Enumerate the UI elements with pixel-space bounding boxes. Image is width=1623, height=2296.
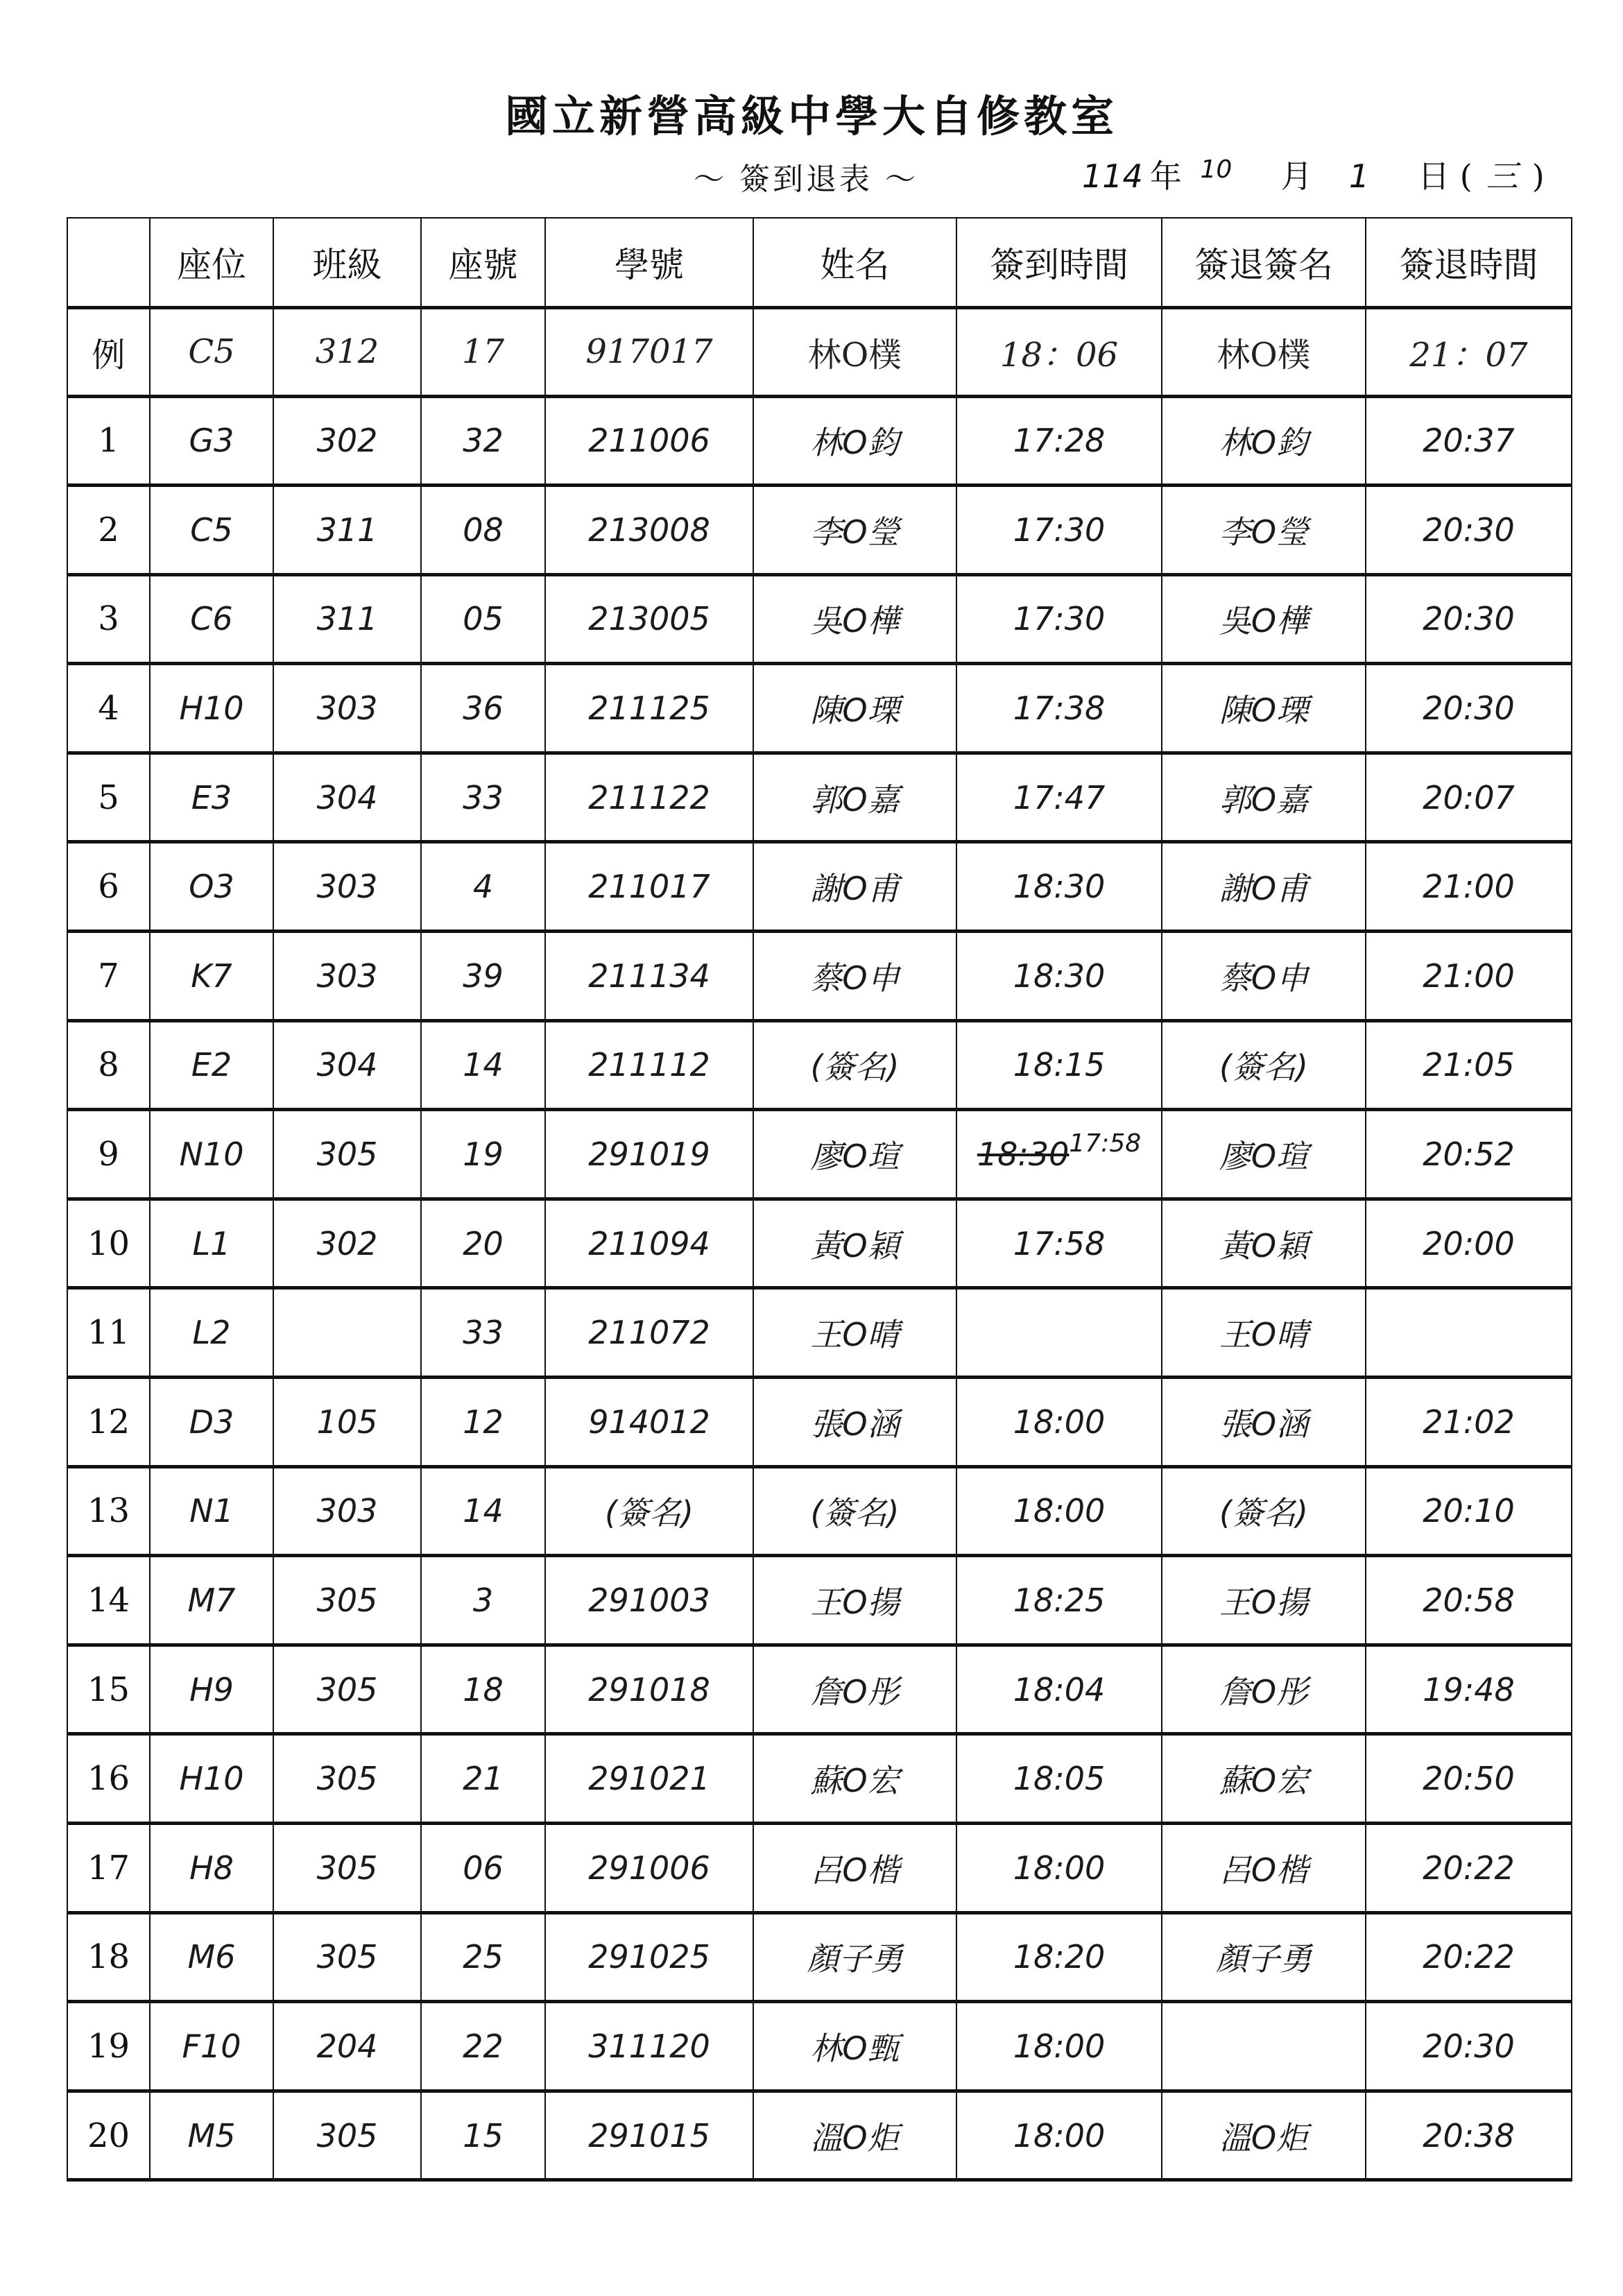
table-row bbox=[67, 1378, 1572, 1467]
table-row bbox=[67, 1288, 1572, 1378]
col-header-index bbox=[67, 218, 150, 307]
table-row bbox=[67, 1466, 1572, 1556]
cell-sign-in-time: 18:04 bbox=[956, 1645, 1162, 1734]
header-row bbox=[67, 218, 1572, 307]
cell-student-id: 211006 bbox=[545, 396, 753, 486]
cell-sign-out-time: 20:07 bbox=[1366, 753, 1572, 842]
cell-name: 蘇O宏 bbox=[753, 1734, 956, 1824]
date-month-label: 月 bbox=[1280, 157, 1313, 195]
cell-sign-out-time: 21:05 bbox=[1366, 1020, 1572, 1110]
cell-name: 李O瑩 bbox=[753, 486, 956, 575]
cell-name: 廖O瑄 bbox=[753, 1110, 956, 1199]
table-row bbox=[67, 1556, 1572, 1645]
document-subtitle: ～ 簽到退表 ～ bbox=[694, 162, 918, 197]
cell-seat-no: 3 bbox=[421, 1556, 545, 1645]
cell-sign-out-signature: 蘇O宏 bbox=[1162, 1734, 1366, 1824]
cell-seat-no: 06 bbox=[421, 1824, 545, 1913]
cell-student-id: 211112 bbox=[545, 1020, 753, 1110]
cell-sign-out-signature: 顏子勇 bbox=[1162, 1912, 1366, 2002]
cell-seat-no: 21 bbox=[421, 1734, 545, 1824]
cell-sign-out-signature: 張O涵 bbox=[1162, 1378, 1366, 1467]
cell-sign-in-time bbox=[956, 1110, 1162, 1199]
table-row bbox=[67, 2091, 1572, 2180]
date-line bbox=[1082, 151, 1545, 197]
row-number: 7 bbox=[67, 932, 150, 1021]
table-row bbox=[67, 486, 1572, 575]
table-row bbox=[67, 1824, 1572, 1913]
cell-student-id: 917017 bbox=[545, 307, 753, 396]
cell-sign-out-time: 21:00 bbox=[1366, 932, 1572, 1021]
cell-seat: C5 bbox=[150, 307, 273, 396]
cell-sign-in-time: 18:05 bbox=[956, 1734, 1162, 1824]
cell-student-id: 311120 bbox=[545, 2002, 753, 2091]
cell-seat-no: 05 bbox=[421, 574, 545, 664]
cell-seat-no: 4 bbox=[421, 842, 545, 932]
cell-sign-out-time: 20:52 bbox=[1366, 1110, 1572, 1199]
cell-sign-in-time: 18:25 bbox=[956, 1556, 1162, 1645]
cell-student-id: 211017 bbox=[545, 842, 753, 932]
cell-sign-in-time: 18:20 bbox=[956, 1912, 1162, 2002]
cell-name: 詹O彤 bbox=[753, 1645, 956, 1734]
cell-student-id: 291003 bbox=[545, 1556, 753, 1645]
cell-class: 305 bbox=[273, 2091, 421, 2180]
cell-name: 王O揚 bbox=[753, 1556, 956, 1645]
cell-sign-out-time: 20:50 bbox=[1366, 1734, 1572, 1824]
date-year: 114 bbox=[1082, 157, 1143, 195]
example-label: 例 bbox=[67, 307, 150, 396]
cell-seat-no: 33 bbox=[421, 753, 545, 842]
cell-student-id: 211094 bbox=[545, 1199, 753, 1288]
cell-seat: O3 bbox=[150, 842, 273, 932]
cell-class: 305 bbox=[273, 1912, 421, 2002]
cell-sign-out-signature: 郭O嘉 bbox=[1162, 753, 1366, 842]
cell-class: 311 bbox=[273, 574, 421, 664]
cell-name: 吳O樺 bbox=[753, 574, 956, 664]
cell-sign-out-time: 21:00 bbox=[1366, 842, 1572, 932]
table-row bbox=[67, 1912, 1572, 2002]
cell-name: 林O鈞 bbox=[753, 396, 956, 486]
cell-sign-out-time: 21：07 bbox=[1366, 307, 1572, 396]
table-row bbox=[67, 1734, 1572, 1824]
cell-seat: D3 bbox=[150, 1378, 273, 1467]
row-number: 5 bbox=[67, 753, 150, 842]
col-header-seat: 座位 bbox=[150, 218, 273, 307]
cell-sign-out-time: 19:48 bbox=[1366, 1645, 1572, 1734]
cell-sign-out-signature bbox=[1162, 2002, 1366, 2091]
col-header-sign-in-time: 簽到時間 bbox=[956, 218, 1162, 307]
row-number: 10 bbox=[67, 1199, 150, 1288]
cell-name: 蔡O申 bbox=[753, 932, 956, 1021]
row-number: 17 bbox=[67, 1824, 150, 1913]
cell-sign-out-signature: (簽名) bbox=[1162, 1466, 1366, 1556]
col-header-student-id: 學號 bbox=[545, 218, 753, 307]
row-number: 3 bbox=[67, 574, 150, 664]
cell-class: 302 bbox=[273, 1199, 421, 1288]
document-title: 國立新營高級中學大自修教室 bbox=[504, 91, 1118, 142]
table-row bbox=[67, 2002, 1572, 2091]
col-header-seat-no: 座號 bbox=[421, 218, 545, 307]
cell-student-id: 291021 bbox=[545, 1734, 753, 1824]
col-header-sign-out-time: 簽退時間 bbox=[1366, 218, 1572, 307]
cell-sign-out-time: 20:30 bbox=[1366, 486, 1572, 575]
cell-class: 304 bbox=[273, 753, 421, 842]
sign-in-table bbox=[67, 217, 1572, 2182]
cell-sign-out-signature: 謝O甫 bbox=[1162, 842, 1366, 932]
cell-student-id: 291019 bbox=[545, 1110, 753, 1199]
cell-name: 林O樸 bbox=[753, 307, 956, 396]
cell-seat-no: 17 bbox=[421, 307, 545, 396]
cell-seat-no: 39 bbox=[421, 932, 545, 1021]
cell-student-id: 211134 bbox=[545, 932, 753, 1021]
cell-sign-out-time: 20:10 bbox=[1366, 1466, 1572, 1556]
cell-sign-in-time: 18:00 bbox=[956, 1824, 1162, 1913]
cell-sign-in-time: 18:30 bbox=[956, 842, 1162, 932]
cell-seat: H10 bbox=[150, 664, 273, 753]
cell-seat: C5 bbox=[150, 486, 273, 575]
cell-seat: F10 bbox=[150, 2002, 273, 2091]
cell-sign-out-signature: 李O瑩 bbox=[1162, 486, 1366, 575]
date-day: 1 bbox=[1348, 157, 1370, 195]
cell-seat: M7 bbox=[150, 1556, 273, 1645]
cell-class: 305 bbox=[273, 1645, 421, 1734]
cell-seat-no: 15 bbox=[421, 2091, 545, 2180]
cell-sign-out-time: 20:22 bbox=[1366, 1912, 1572, 2002]
cell-sign-out-signature: 呂O楷 bbox=[1162, 1824, 1366, 1913]
cell-sign-out-signature: 王O晴 bbox=[1162, 1288, 1366, 1378]
cell-sign-out-time: 20:22 bbox=[1366, 1824, 1572, 1913]
cell-seat: N10 bbox=[150, 1110, 273, 1199]
cell-sign-out-signature: (簽名) bbox=[1162, 1020, 1366, 1110]
cell-name: 溫O炬 bbox=[753, 2091, 956, 2180]
row-number: 9 bbox=[67, 1110, 150, 1199]
cell-sign-in-time: 17:30 bbox=[956, 486, 1162, 575]
cell-sign-out-time: 20:30 bbox=[1366, 574, 1572, 664]
cell-seat: C6 bbox=[150, 574, 273, 664]
cell-sign-out-signature: 蔡O申 bbox=[1162, 932, 1366, 1021]
cell-seat-no: 12 bbox=[421, 1378, 545, 1467]
cell-seat-no: 14 bbox=[421, 1466, 545, 1556]
cell-class: 303 bbox=[273, 1466, 421, 1556]
date-month: 10 bbox=[1200, 155, 1233, 184]
cell-sign-out-signature: 吳O樺 bbox=[1162, 574, 1366, 664]
cell-student-id: 211125 bbox=[545, 664, 753, 753]
date-weekday: 三 bbox=[1486, 157, 1518, 195]
row-number: 19 bbox=[67, 2002, 150, 2091]
cell-class: 105 bbox=[273, 1378, 421, 1467]
table-row bbox=[67, 1020, 1572, 1110]
row-number: 18 bbox=[67, 1912, 150, 2002]
cell-seat: H10 bbox=[150, 1734, 273, 1824]
cell-sign-in-time: 18:30 bbox=[956, 932, 1162, 1021]
cell-name: 郭O嘉 bbox=[753, 753, 956, 842]
date-year-label: 年 bbox=[1149, 157, 1182, 195]
cell-name: 陳O瑮 bbox=[753, 664, 956, 753]
cell-class: 312 bbox=[273, 307, 421, 396]
cell-seat: H9 bbox=[150, 1645, 273, 1734]
weekday-open: ( bbox=[1459, 157, 1472, 195]
cell-name: (簽名) bbox=[753, 1020, 956, 1110]
cell-sign-out-time: 20:00 bbox=[1366, 1199, 1572, 1288]
col-header-sign-out-signature: 簽退簽名 bbox=[1162, 218, 1366, 307]
cell-sign-out-signature: 林O樸 bbox=[1162, 307, 1366, 396]
cell-seat: M5 bbox=[150, 2091, 273, 2180]
cell-sign-in-time: 17:38 bbox=[956, 664, 1162, 753]
cell-seat: L2 bbox=[150, 1288, 273, 1378]
cell-class: 303 bbox=[273, 932, 421, 1021]
cell-class: 305 bbox=[273, 1824, 421, 1913]
cell-seat: M6 bbox=[150, 1912, 273, 2002]
row-number: 11 bbox=[67, 1288, 150, 1378]
table-row bbox=[67, 842, 1572, 932]
cell-sign-in-time: 17:28 bbox=[956, 396, 1162, 486]
cell-sign-in-time: 18:15 bbox=[956, 1020, 1162, 1110]
row-number: 16 bbox=[67, 1734, 150, 1824]
cell-class: 305 bbox=[273, 1556, 421, 1645]
row-number: 12 bbox=[67, 1378, 150, 1467]
cell-student-id: 291025 bbox=[545, 1912, 753, 2002]
cell-sign-in-time: 18：06 bbox=[956, 307, 1162, 396]
cell-class: 305 bbox=[273, 1110, 421, 1199]
cell-sign-out-signature: 詹O彤 bbox=[1162, 1645, 1366, 1734]
cell-seat: L1 bbox=[150, 1199, 273, 1288]
cell-student-id: (簽名) bbox=[545, 1466, 753, 1556]
cell-sign-in-time: 18:00 bbox=[956, 1378, 1162, 1467]
cell-sign-in-time: 17:47 bbox=[956, 753, 1162, 842]
cell-name: (簽名) bbox=[753, 1466, 956, 1556]
cell-student-id: 213005 bbox=[545, 574, 753, 664]
cell-seat-no: 25 bbox=[421, 1912, 545, 2002]
cell-sign-out-time: 20:37 bbox=[1366, 396, 1572, 486]
cell-class: 303 bbox=[273, 842, 421, 932]
row-number: 1 bbox=[67, 396, 150, 486]
cell-sign-in-time: 18:00 bbox=[956, 2002, 1162, 2091]
cell-seat-no: 14 bbox=[421, 1020, 545, 1110]
row-number: 4 bbox=[67, 664, 150, 753]
cell-seat-no: 20 bbox=[421, 1199, 545, 1288]
cell-sign-in-time: 17:58 bbox=[956, 1199, 1162, 1288]
cell-seat: E3 bbox=[150, 753, 273, 842]
cell-sign-out-time: 20:30 bbox=[1366, 664, 1572, 753]
cell-seat-no: 33 bbox=[421, 1288, 545, 1378]
table-row bbox=[67, 753, 1572, 842]
table-row bbox=[67, 1199, 1572, 1288]
cell-sign-in-time: 17:30 bbox=[956, 574, 1162, 664]
table-row bbox=[67, 574, 1572, 664]
table-row bbox=[67, 1110, 1572, 1199]
cell-sign-out-time bbox=[1366, 1288, 1572, 1378]
cell-sign-in-time: 18:00 bbox=[956, 1466, 1162, 1556]
cell-class: 302 bbox=[273, 396, 421, 486]
cell-sign-out-signature: 溫O炬 bbox=[1162, 2091, 1366, 2180]
table-row bbox=[67, 396, 1572, 486]
cell-student-id: 211072 bbox=[545, 1288, 753, 1378]
cell-name: 謝O甫 bbox=[753, 842, 956, 932]
cell-seat-no: 18 bbox=[421, 1645, 545, 1734]
cell-seat: E2 bbox=[150, 1020, 273, 1110]
cell-class: 303 bbox=[273, 664, 421, 753]
cell-seat: N1 bbox=[150, 1466, 273, 1556]
row-number: 14 bbox=[67, 1556, 150, 1645]
weekday-close: ) bbox=[1531, 157, 1545, 195]
cell-class: 305 bbox=[273, 1734, 421, 1824]
cell-class: 204 bbox=[273, 2002, 421, 2091]
cell-seat: H8 bbox=[150, 1824, 273, 1913]
row-number: 8 bbox=[67, 1020, 150, 1110]
cell-class: 311 bbox=[273, 486, 421, 575]
cell-name: 張O涵 bbox=[753, 1378, 956, 1467]
cell-name: 顏子勇 bbox=[753, 1912, 956, 2002]
cell-student-id: 291006 bbox=[545, 1824, 753, 1913]
cell-class: 304 bbox=[273, 1020, 421, 1110]
example-row bbox=[67, 307, 1572, 396]
col-header-name: 姓名 bbox=[753, 218, 956, 307]
cell-sign-out-signature: 廖O瑄 bbox=[1162, 1110, 1366, 1199]
row-number: 13 bbox=[67, 1466, 150, 1556]
cell-student-id: 914012 bbox=[545, 1378, 753, 1467]
cell-class bbox=[273, 1288, 421, 1378]
cell-seat: K7 bbox=[150, 932, 273, 1021]
cell-student-id: 291018 bbox=[545, 1645, 753, 1734]
table-row bbox=[67, 664, 1572, 753]
row-number: 6 bbox=[67, 842, 150, 932]
row-number: 15 bbox=[67, 1645, 150, 1734]
table-row bbox=[67, 1645, 1572, 1734]
cell-sign-out-time: 20:38 bbox=[1366, 2091, 1572, 2180]
struck-time: 18:30 bbox=[977, 1136, 1070, 1174]
table-row bbox=[67, 932, 1572, 1021]
cell-sign-out-time: 20:58 bbox=[1366, 1556, 1572, 1645]
cell-sign-in-time bbox=[956, 1288, 1162, 1378]
cell-sign-out-signature: 黃O穎 bbox=[1162, 1199, 1366, 1288]
cell-name: 呂O楷 bbox=[753, 1824, 956, 1913]
cell-sign-out-signature: 王O揚 bbox=[1162, 1556, 1366, 1645]
cell-student-id: 211122 bbox=[545, 753, 753, 842]
row-number: 2 bbox=[67, 486, 150, 575]
col-header-class: 班級 bbox=[273, 218, 421, 307]
cell-name: 王O晴 bbox=[753, 1288, 956, 1378]
cell-student-id: 213008 bbox=[545, 486, 753, 575]
cell-sign-out-signature: 陳O瑮 bbox=[1162, 664, 1366, 753]
cell-name: 林O甄 bbox=[753, 2002, 956, 2091]
cell-seat-no: 19 bbox=[421, 1110, 545, 1199]
cell-seat-no: 32 bbox=[421, 396, 545, 486]
cell-seat-no: 22 bbox=[421, 2002, 545, 2091]
cell-seat: G3 bbox=[150, 396, 273, 486]
row-number: 20 bbox=[67, 2091, 150, 2180]
cell-name: 黃O穎 bbox=[753, 1199, 956, 1288]
date-day-label: 日 bbox=[1418, 157, 1450, 195]
cell-sign-out-time: 20:30 bbox=[1366, 2002, 1572, 2091]
cell-student-id: 291015 bbox=[545, 2091, 753, 2180]
cell-seat-no: 08 bbox=[421, 486, 545, 575]
cell-seat-no: 36 bbox=[421, 664, 545, 753]
cell-sign-out-time: 21:02 bbox=[1366, 1378, 1572, 1467]
corrected-time: 17:58 bbox=[1069, 1129, 1142, 1158]
cell-sign-out-signature: 林O鈞 bbox=[1162, 396, 1366, 486]
cell-sign-in-time: 18:00 bbox=[956, 2091, 1162, 2180]
